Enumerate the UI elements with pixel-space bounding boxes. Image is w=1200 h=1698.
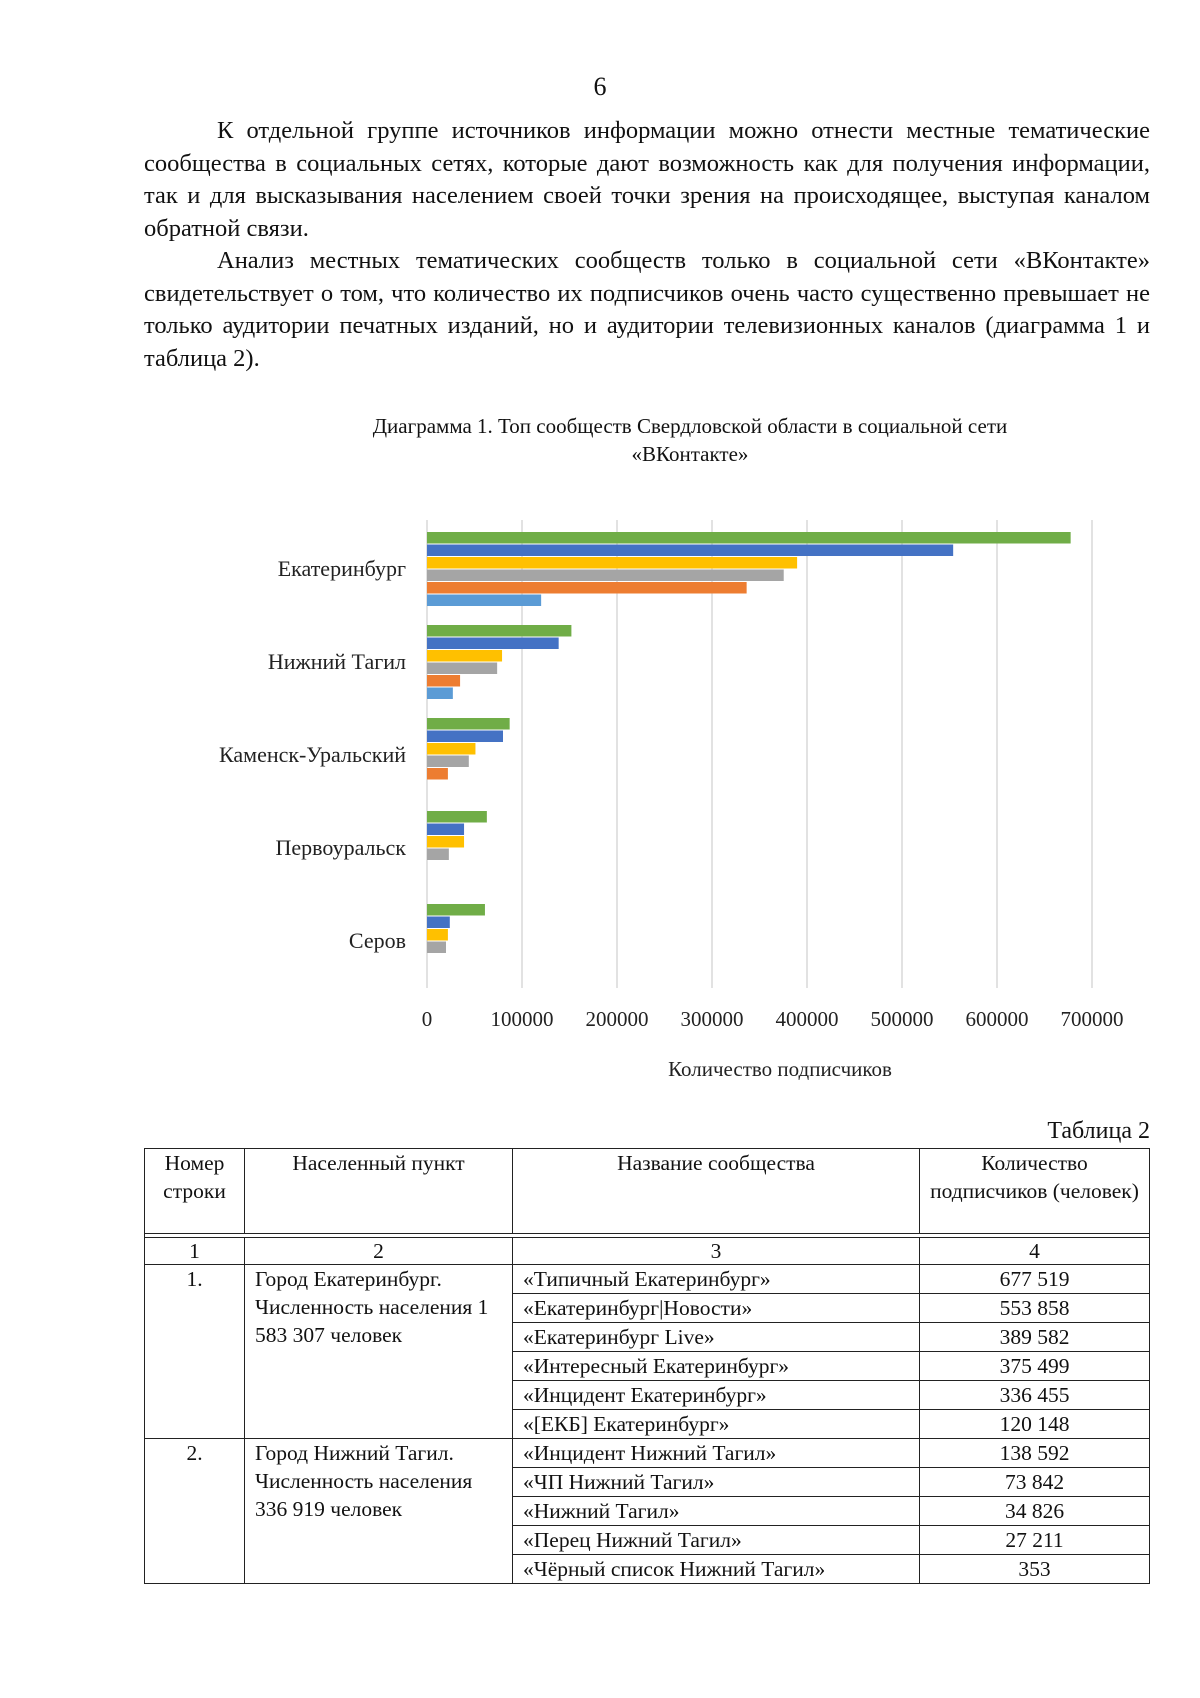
column-number: 2 <box>245 1238 513 1265</box>
header-cell: Населенный пункт <box>245 1149 513 1234</box>
bar <box>427 532 1071 544</box>
tick-label: 400000 <box>775 1007 839 1031</box>
bar <box>427 917 450 929</box>
tick-label: 100000 <box>490 1007 554 1031</box>
settlement-cell: Город Нижний Тагил. Численность населения 336 919 человек <box>245 1439 513 1584</box>
bar <box>427 650 502 662</box>
table-header-row <box>145 1149 1150 1234</box>
communities-table <box>144 1148 1150 1584</box>
bar <box>427 811 487 823</box>
tick-label: 200000 <box>585 1007 649 1031</box>
tick-label: 600000 <box>965 1007 1029 1031</box>
bar <box>427 824 464 836</box>
community-name: «Перец Нижний Тагил» <box>513 1526 920 1555</box>
subscriber-count: 553 858 <box>920 1294 1150 1323</box>
bar <box>427 595 541 607</box>
column-number: 3 <box>513 1238 920 1265</box>
x-axis-label: Количество подписчиков <box>668 1057 892 1081</box>
bar <box>427 743 475 755</box>
community-name: «ЧП Нижний Тагил» <box>513 1468 920 1497</box>
community-name: «Типичный Екатеринбург» <box>513 1265 920 1294</box>
community-name: «Инцидент Екатеринбург» <box>513 1381 920 1410</box>
subscriber-count: 73 842 <box>920 1468 1150 1497</box>
body-text <box>144 115 1150 375</box>
bar <box>427 663 497 675</box>
category-label: Нижний Тагил <box>267 649 406 674</box>
community-name: «Екатеринбург|Новости» <box>513 1294 920 1323</box>
tick-label: 300000 <box>680 1007 744 1031</box>
table-row <box>145 1439 1150 1468</box>
bar <box>427 688 453 700</box>
column-number-row <box>145 1238 1150 1265</box>
paragraph: К отдельной группе источников информации можно отнести местные тематические сообщества в социальных сетях, которые дают возможность как для получения информации, так и для высказывания населением своей точки зрения на происходящее, выступая каналом обратной связи. <box>144 117 1150 242</box>
bar-chart <box>0 500 1200 1100</box>
category-label: Екатеринбург <box>277 556 406 581</box>
subscriber-count: 34 826 <box>920 1497 1150 1526</box>
bar <box>427 625 571 637</box>
table-row <box>145 1265 1150 1294</box>
header-cell: Количество подписчиков (человек) <box>920 1149 1150 1234</box>
chart-title-line: «ВКонтакте» <box>631 442 749 466</box>
bar <box>427 731 503 743</box>
paragraph: Анализ местных тематических сообществ только в социальной сети «ВКонтакте» свидетельствует о том, что количество их подписчиков очень часто существенно превышает не только аудитории печатных изданий, но и аудитории телевизионных каналов (диаграмма 1 и таблица 2). <box>144 247 1150 372</box>
bar <box>427 756 469 768</box>
tick-label: 0 <box>421 1007 433 1031</box>
row-number: 2. <box>145 1439 245 1584</box>
bar <box>427 718 510 730</box>
community-name: «Екатеринбург Live» <box>513 1323 920 1352</box>
settlement-cell: Город Екатеринбург. Численность населения 1 583 307 человек <box>245 1265 513 1439</box>
bar <box>427 545 953 557</box>
bar <box>427 768 448 780</box>
bar <box>427 929 448 941</box>
chart-title <box>300 412 1080 468</box>
subscriber-count: 353 <box>920 1555 1150 1584</box>
community-name: «[ЕКБ] Екатеринбург» <box>513 1410 920 1439</box>
subscriber-count: 27 211 <box>920 1526 1150 1555</box>
community-name: «Интересный Екатеринбург» <box>513 1352 920 1381</box>
header-cell: Номер строки <box>145 1149 245 1234</box>
bar <box>427 849 449 861</box>
community-name: «Инцидент Нижний Тагил» <box>513 1439 920 1468</box>
subscriber-count: 389 582 <box>920 1323 1150 1352</box>
column-number: 1 <box>145 1238 245 1265</box>
subscriber-count: 120 148 <box>920 1410 1150 1439</box>
subscriber-count: 336 455 <box>920 1381 1150 1410</box>
bar <box>427 675 460 687</box>
page-number: 6 <box>593 72 607 101</box>
category-label: Первоуральск <box>275 835 406 860</box>
bar <box>427 557 797 569</box>
community-name: «Чёрный список Нижний Тагил» <box>513 1555 920 1584</box>
header-cell: Название сообщества <box>513 1149 920 1234</box>
tick-label: 500000 <box>870 1007 934 1031</box>
subscriber-count: 375 499 <box>920 1352 1150 1381</box>
tick-label: 700000 <box>1060 1007 1124 1031</box>
bar <box>427 904 485 916</box>
bar <box>427 582 747 594</box>
column-number: 4 <box>920 1238 1150 1265</box>
bar <box>427 836 464 848</box>
chart-title-line: Диаграмма 1. Топ сообществ Свердловской области в социальной сети <box>372 414 1008 438</box>
community-name: «Нижний Тагил» <box>513 1497 920 1526</box>
subscriber-count: 138 592 <box>920 1439 1150 1468</box>
row-number: 1. <box>145 1265 245 1439</box>
subscriber-count: 677 519 <box>920 1265 1150 1294</box>
table-caption: Таблица 2 <box>1047 1118 1150 1144</box>
category-label: Каменск-Уральский <box>219 742 406 767</box>
bar <box>427 638 559 650</box>
bar <box>427 942 446 954</box>
category-label: Серов <box>348 928 406 953</box>
bar <box>427 570 784 582</box>
